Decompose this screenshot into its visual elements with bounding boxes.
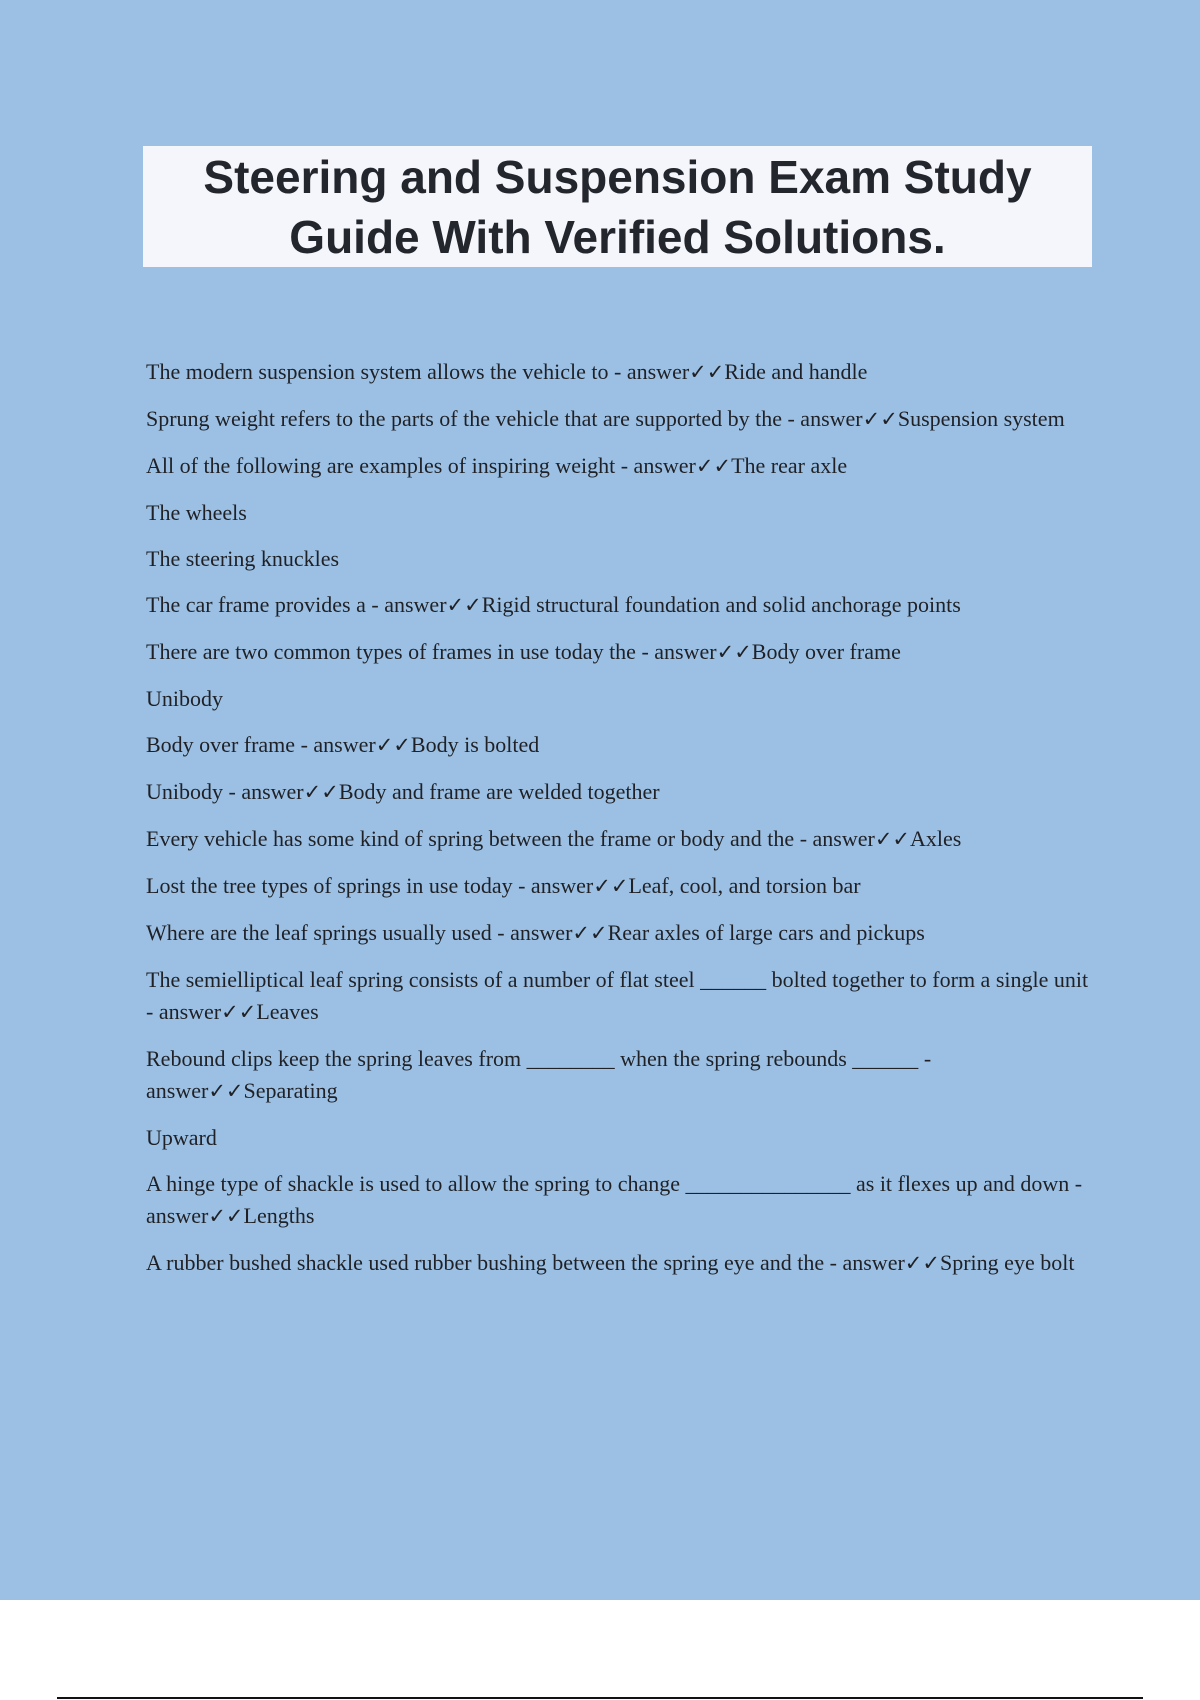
double-check-icon: ✓✓ [904, 1251, 940, 1275]
answer-separator: - answer [146, 1171, 1083, 1228]
question-text: The semielliptical leaf spring consists of a number of flat steel ______ bolted together to form a single unit [146, 967, 1089, 992]
question-text: All of the following are examples of inspiring weight [146, 453, 616, 478]
qa-item-10 [146, 776, 1091, 808]
answer-text: Spring eye bolt [940, 1250, 1075, 1275]
double-check-icon: ✓✓ [695, 454, 732, 478]
question-text: A hinge type of shackle is used to allow the spring to change _______________ as it flexes up and down [146, 1171, 1070, 1196]
double-check-icon: ✓✓ [593, 874, 629, 898]
answer-separator: - answer [608, 359, 690, 384]
answer-continuation: Upward [146, 1125, 217, 1150]
qa-item-7 [146, 636, 1091, 668]
answer-text: Leaves [256, 999, 319, 1024]
question-text: Where are the leaf springs usually used [146, 920, 492, 945]
qa-item-3 [146, 450, 1091, 482]
answer-separator: - answer [824, 1250, 905, 1275]
double-check-icon: ✓✓ [572, 921, 608, 945]
answer-continuation: The wheels [146, 500, 247, 525]
question-text: Sprung weight refers to the parts of the vehicle that are supported by the [146, 406, 782, 431]
answer-text: Body and frame are welded together [338, 779, 660, 804]
document-title: Steering and Suspension Exam Study Guide With Verified Solutions. [203, 150, 1032, 263]
answer-separator: - answer [491, 920, 573, 945]
answer-text: Lengths [243, 1203, 315, 1228]
answer-text: Suspension system [897, 406, 1065, 431]
answer-separator: - answer [365, 592, 447, 617]
answer-text: Leaf, cool, and torsion bar [628, 873, 861, 898]
answer-text: Body over frame [751, 639, 901, 664]
question-text: A rubber bushed shackle used rubber bushing between the spring eye and the [146, 1250, 825, 1275]
question-text: Lost the tree types of springs in use today [146, 873, 513, 898]
qa-item-17 [146, 1168, 1091, 1232]
answer-separator: - answer [295, 732, 376, 757]
double-check-icon: ✓✓ [208, 1204, 244, 1228]
answer-text: Ride and handle [724, 359, 868, 384]
answer-text: Body is bolted [410, 732, 540, 757]
question-text: Unibody [146, 779, 223, 804]
answer-separator: - answer [223, 779, 304, 804]
qa-list [146, 356, 1091, 1294]
double-check-icon: ✓✓ [689, 360, 725, 384]
answer-text: Separating [243, 1078, 338, 1103]
answer-text: The rear axle [731, 453, 848, 478]
answer-separator: - answer [635, 639, 717, 664]
double-check-icon: ✓✓ [862, 407, 898, 431]
double-check-icon: ✓✓ [446, 593, 482, 617]
qa-item-11 [146, 823, 1091, 855]
answer-text: Rigid structural foundation and solid anchorage points [481, 592, 961, 617]
answer-continuation: The steering knuckles [146, 546, 340, 571]
double-check-icon: ✓✓ [208, 1079, 244, 1103]
footer-divider [57, 1697, 1143, 1699]
qa-item-15 [146, 1043, 1091, 1107]
question-text: There are two common types of frames in use today the [146, 639, 636, 664]
qa-item-18 [146, 1247, 1091, 1279]
question-text: Body over frame [146, 732, 296, 757]
answer-separator: - answer [615, 453, 696, 478]
question-text: The modern suspension system allows the vehicle to [146, 359, 609, 384]
answer-text: Axles [910, 826, 962, 851]
answer-separator: - answer [146, 999, 222, 1024]
answer-continuation: Unibody [146, 686, 223, 711]
qa-item-9 [146, 729, 1091, 761]
qa-item-13 [146, 917, 1091, 949]
answer-separator: - answer [512, 873, 594, 898]
qa-item-14 [146, 964, 1091, 1028]
title-banner [143, 146, 1092, 267]
answer-separator: - answer [781, 406, 863, 431]
qa-item-12 [146, 870, 1091, 902]
double-check-icon: ✓✓ [303, 780, 339, 804]
qa-item-1 [146, 356, 1091, 388]
question-text: Every vehicle has some kind of spring between the frame or body and the [146, 826, 795, 851]
double-check-icon: ✓✓ [874, 827, 911, 851]
qa-item-6 [146, 589, 1091, 621]
qa-item-2 [146, 403, 1091, 435]
answer-text: Rear axles of large cars and pickups [607, 920, 925, 945]
double-check-icon: ✓✓ [221, 1000, 257, 1024]
double-check-icon: ✓✓ [716, 640, 752, 664]
question-text: The car frame provides a [146, 592, 366, 617]
answer-separator: - answer [794, 826, 875, 851]
question-text: Rebound clips keep the spring leaves from ________ when the spring rebounds ______ [146, 1046, 919, 1071]
answer-separator: - answer [146, 1046, 932, 1103]
double-check-icon: ✓✓ [375, 733, 411, 757]
